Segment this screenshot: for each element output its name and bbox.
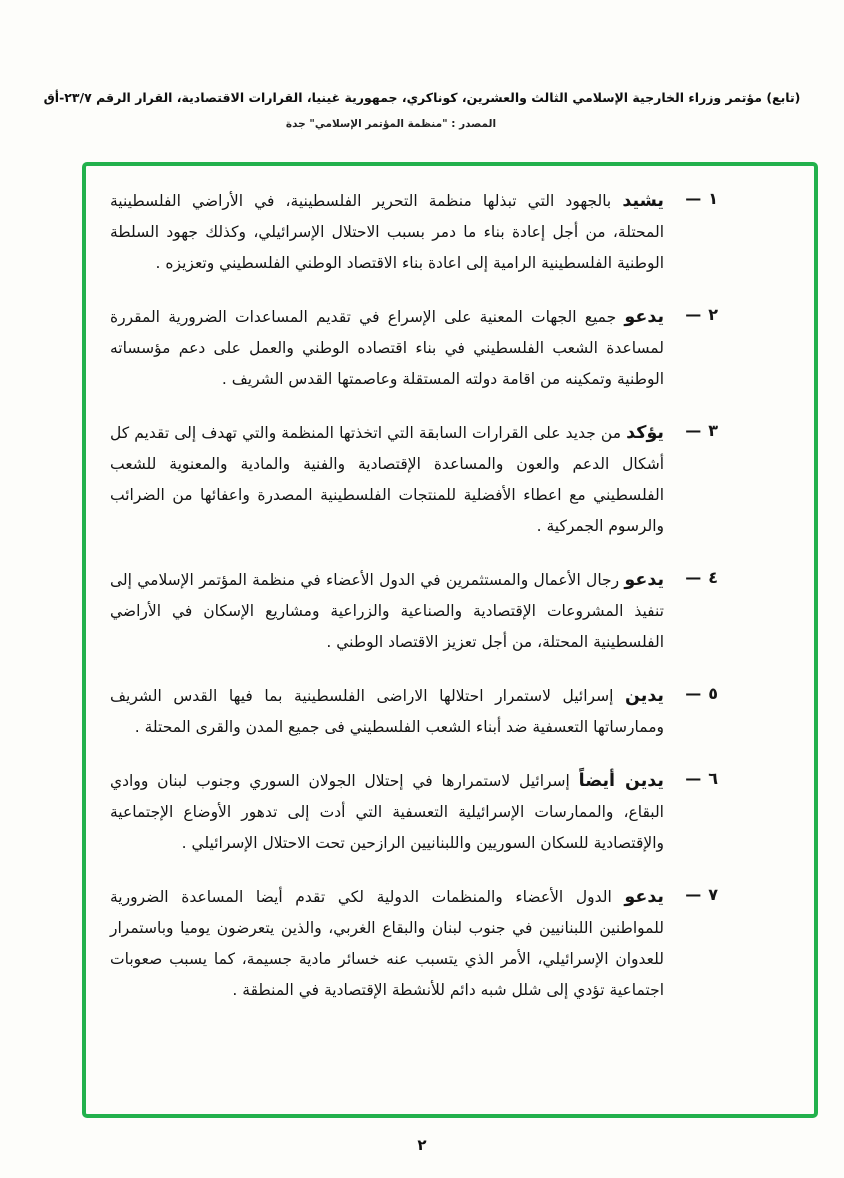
item-marker: [664, 681, 718, 743]
item-text: رجال الأعمال والمستثمرين في الدول الأعضاء في منظمة المؤتمر الإسلامي إلى تنفيذ المشروعات الإقتصادية والصناعية والزراعية ومشاريع الإسكان في الأراضي الفلسطينية المحتلة، من أجل تعزيز الاقتصاد الوطني .: [110, 571, 664, 651]
item-dash: —: [685, 421, 702, 440]
item-paragraph: [110, 302, 664, 395]
document-header: (تابع) مؤتمر وزراء الخارجية الإسلامي الثالث والعشرين، كوناكري، جمهورية غينيا، القرارات الاقتصادية، القرار الرقم ٢٣/٧-أق: [43, 90, 801, 105]
document-source-line: المصدر : "منظمة المؤتمر الإسلامي" جدة: [285, 118, 497, 130]
item-marker: [664, 418, 718, 542]
item-marker: [664, 882, 718, 1006]
item-paragraph: [110, 418, 664, 542]
item-paragraph: [110, 882, 664, 1006]
resolution-item: [110, 186, 718, 279]
item-marker: [664, 565, 718, 658]
resolution-item: [110, 766, 718, 859]
item-paragraph: [110, 681, 664, 743]
item-text: من جديد على القرارات السابقة التي اتخذتها المنظمة والتي تهدف إلى تقديم كل أشكال الدعم والعون والمساعدة الإقتصادية والفنية والمادية والمعنوية للشعب الفلسطيني مع اعطاء الأفضلية للمنتجات الفلسطينية المصدرة واعفائها من الضرائب والرسوم الجمركية .: [110, 424, 664, 535]
item-number: ٥: [708, 684, 718, 703]
item-text: جميع الجهات المعنية على الإسراع في تقديم المساعدات الضرورية المقررة لمساعدة الشعب الفلسطيني في بناء اقتصاده الوطني والعمل على دعم مؤسساته الوطنية وتمكينه من اقامة دولته المستقلة وعاصمتها القدس الشريف .: [110, 308, 664, 388]
item-dash: —: [685, 769, 702, 788]
item-lead-word: يدعو: [624, 570, 665, 590]
item-paragraph: [110, 186, 664, 279]
item-paragraph: [110, 766, 664, 859]
item-dash: —: [685, 568, 702, 587]
item-number: ٧: [708, 885, 718, 904]
item-text: إسرائيل لاستمرار احتلالها الاراضى الفلسطينية بما فيها القدس الشريف وممارساتها التعسفية ضد أبناء الشعب الفلسطيني فى جميع المدن والقرى المحتلة .: [110, 687, 664, 736]
item-lead-word: يدين أيضاً: [578, 771, 664, 791]
resolution-item: [110, 565, 718, 658]
item-lead-word: يشيد: [622, 191, 664, 211]
resolution-item: [110, 681, 718, 743]
item-number: ٤: [708, 568, 718, 587]
item-marker: [664, 766, 718, 859]
item-number: ٦: [708, 769, 718, 788]
item-dash: —: [685, 684, 702, 703]
green-annotation-box: [82, 162, 818, 1118]
resolution-item: [110, 302, 718, 395]
resolution-item: [110, 418, 718, 542]
item-dash: —: [685, 305, 702, 324]
item-number: ٣: [708, 421, 718, 440]
item-marker: [664, 186, 718, 279]
item-text: بالجهود التي تبذلها منظمة التحرير الفلسطينية، في الأراضي الفلسطينية المحتلة، من أجل إعادة بناء ما دمر بسبب الاحتلال الإسرائيلي، وكذلك جهود السلطة الوطنية الفلسطينية الرامية إلى اعادة بناء الاقتصاد الوطني الفلسطيني وتعزيزه .: [110, 192, 664, 272]
item-dash: —: [685, 189, 702, 208]
item-text: إسرائيل لاستمرارها في إحتلال الجولان السوري وجنوب لبنان ووادي البقاع، والممارسات الإسرائيلية التعسفية التي أدت إلى تدهور الأوضاع الإجتماعية والإقتصادية للسكان السوريين واللبنانيين الرازحين تحت الاحتلال الإسرائيلي .: [110, 772, 664, 852]
item-number: ٢: [708, 305, 718, 324]
item-paragraph: [110, 565, 664, 658]
item-lead-word: يدين: [625, 686, 664, 706]
item-text: الدول الأعضاء والمنظمات الدولية لكي تقدم أيضا المساعدة الضرورية للمواطنين اللبنانيين في جنوب لبنان والبقاع الغربي، والذين يتعرضون يوميا وباستمرار للعدوان الإسرائيلي، الأمر الذي يتسبب عنه خسائر مادية جسيمة، كما يسبب صعوبات اجتماعية تؤدي إلى شلل شبه دائم للأنشطة الإقتصادية في المنطقة .: [110, 888, 664, 999]
item-lead-word: يدعو: [624, 887, 664, 907]
item-number: ١: [708, 189, 718, 208]
item-marker: [664, 302, 718, 395]
item-dash: —: [685, 885, 702, 904]
resolution-item: [110, 882, 718, 1006]
item-lead-word: يؤكد: [626, 423, 664, 443]
page-number: ٢: [417, 1136, 427, 1154]
item-lead-word: يدعو: [624, 307, 665, 327]
